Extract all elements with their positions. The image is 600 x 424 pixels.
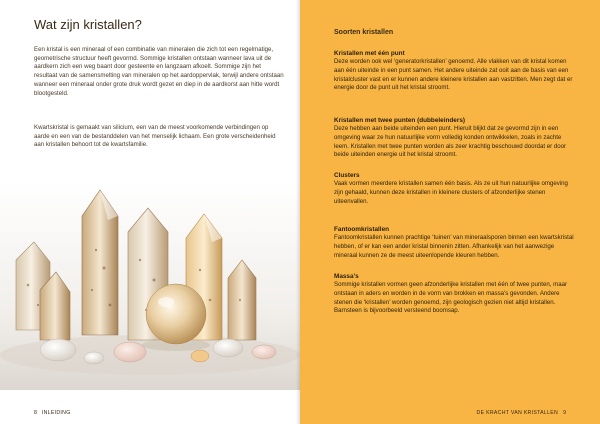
page-title: Wat zijn kristallen? — [34, 17, 142, 32]
page-number: 9 — [563, 410, 566, 416]
section-body: Sommige kristallen vormen geen afzonderlijke kristallen met één of twee punten, maar ontstaan in aders en worden in de vorm van brokken en massa’s gevonden. Andere stenen die ‘kristallen’ worden genoemd, zijn geologisch gezien niet altijd kristallen. Barnsteen is bijvoorbeeld versteend boomsap. — [334, 281, 568, 315]
section-heading: Clusters — [334, 172, 360, 179]
right-folio — [477, 410, 566, 416]
page-number: 8 — [34, 410, 37, 416]
running-head: INLEIDING — [41, 410, 71, 416]
crystal-type-section — [334, 226, 574, 260]
section-body: Deze worden ook wel ‘generatorkristallen’ genoemd. Alle vlakken van dit kristal komen aan één uiteinde in een punt samen. Het andere uiteinde zat ooit aan de basis van een kristalcluster vast en er kunnen andere kleinere kristallen aan vastzitten. Men zegt dat er energie door de punt uit het kristal stroomt. — [334, 58, 573, 92]
section-heading: Kristallen met twee punten (dubbeleinders) — [334, 117, 466, 124]
intro-paragraph: Een kristal is een mineraal of een combinatie van mineralen die zich tot een regelmatige, geometrische structuur heeft gevormd. Sommige kristallen ontstaan wanneer lava uit de aardkern zich een weg baant door gesteente en langzaam afkoelt. Sommige zijn het resultaat van de samensmelting van mineralen op het aardoppervlak, terwijl andere ontstaan wanneer een mineraal onder grote druk wordt gezet en diep in de aardkorst aan hitte wordt blootgesteld. — [34, 46, 284, 97]
section-body: Deze hebben aan beide uiteinden een punt. Hieruit blijkt dat ze gevormd zijn in een omgeving waar ze hun natuurlijke vorm volledig konden ontwikkelen, zoals in zachte leem. Kristallen met twee punten worden als zeer krachtig beschouwd doordat er door beide uiteinden energie uit het kristal stroomt. — [334, 125, 567, 159]
crystal-type-section — [334, 273, 574, 316]
crystal-type-section — [334, 172, 574, 206]
section-body: Fantoomkristallen kunnen prachtige ‘tuinen’ van mineraalsporen binnen een kwartskristal hebben, of er kan een ander kristal binnenin zitten. Afhankelijk van het aanwezige mineraal kunnen ze de meest uiteenlopende kleuren hebben. — [334, 234, 574, 259]
crystal-type-section — [334, 117, 574, 160]
section-heading: Kristallen met één punt — [334, 50, 405, 57]
section-body: Vaak vormen meerdere kristallen samen één basis. Als ze uit hun natuurlijke omgeving zijn gehaald, kunnen deze kristallen in kleinere clusters of afzonderlijke stenen uiteenvallen. — [334, 180, 568, 205]
section-title: Soorten kristallen — [334, 29, 394, 36]
quartz-paragraph: Kwartskristal is gemaakt van silicium, een van de meest voorkomende verbindingen op aarde en een van de bestanddelen van het menselijk lichaam. Een grote verscheidenheid aan kristallen behoort tot de kwartsfamilie. — [34, 124, 276, 149]
crystal-type-section — [334, 50, 574, 93]
left-folio — [34, 410, 71, 416]
running-head: DE KRACHT VAN KRISTALLEN — [476, 410, 559, 416]
section-heading: Fantoomkristallen — [334, 226, 390, 233]
right-page — [300, 0, 600, 424]
crystals-photo — [0, 180, 300, 390]
section-heading: Massa’s — [334, 273, 359, 280]
